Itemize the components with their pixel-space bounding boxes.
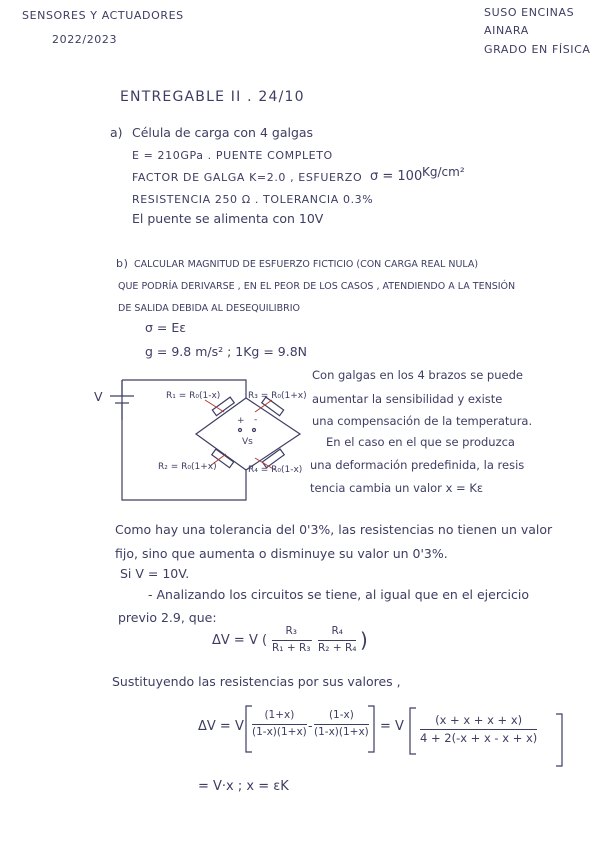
eq2-lhs: ΔV = V bbox=[198, 719, 244, 734]
stress-value: σ = 100 bbox=[370, 169, 423, 184]
eq1-minus: - bbox=[308, 632, 313, 647]
eq1-f2-numerator: R₄ bbox=[331, 625, 343, 637]
eq1-f2-denominator: R₂ + R₄ bbox=[318, 641, 357, 654]
stress-units: Kg/cm² bbox=[422, 165, 465, 179]
analysis-line-1: - Analizando los circuitos se tiene, al igual que en el ejercicio bbox=[148, 587, 530, 602]
part-a-line-2: E = 210GPa . PUENTE COMPLETO bbox=[132, 149, 333, 162]
part-a-line-3: FACTOR DE GALGA K=2.0 , ESFUERZO bbox=[132, 171, 363, 184]
eq1-close: ) bbox=[360, 628, 368, 652]
course-name: SENSORES Y ACTUADORES bbox=[22, 9, 184, 22]
formula-stress: σ = Eε bbox=[145, 320, 186, 335]
degree-name: GRADO EN FÍSICA bbox=[484, 43, 591, 56]
eq1-f1-denominator: R₁ + R₃ bbox=[272, 641, 311, 654]
part-a-line-1: Célula de carga con 4 galgas bbox=[132, 125, 314, 140]
r2-label: R₂ = R₀(1+x) bbox=[158, 462, 217, 472]
eq2-f1-numerator: (1+x) bbox=[264, 709, 295, 721]
fraction-bar bbox=[314, 724, 369, 725]
fraction-bar bbox=[420, 729, 537, 730]
analysis-line-2: previo 2.9, que: bbox=[118, 610, 217, 625]
source-voltage-label: V bbox=[94, 389, 103, 404]
explanation-line-1: Con galgas en los 4 brazos se puede bbox=[312, 368, 523, 382]
part-b-line-3: DE SALIDA DEBIDA AL DESEQUILIBRIO bbox=[118, 303, 300, 314]
voltage-statement: Si V = 10V. bbox=[120, 566, 190, 581]
part-b-line-2: QUE PODRÍA DERIVARSE , EN EL PEOR DE LOS CASOS , ATENDIENDO A LA TENSIÓN bbox=[118, 281, 516, 292]
plus-terminal: + bbox=[237, 416, 245, 426]
vs-label: Vs bbox=[242, 437, 253, 447]
final-result: = V·x ; x = εK bbox=[198, 779, 289, 794]
academic-year: 2022/2023 bbox=[52, 33, 118, 46]
explanation-line-3: una compensación de la temperatura. bbox=[312, 414, 533, 428]
author-line-2: AINARA bbox=[484, 24, 529, 37]
explanation-line-6: tencia cambia un valor x = Kε bbox=[310, 481, 484, 495]
tolerance-line-2: fijo, sino que aumenta o disminuye su valor un 0'3%. bbox=[115, 546, 448, 561]
eq2-minus: - bbox=[308, 718, 313, 733]
explanation-line-4: En el caso en el que se produzca bbox=[326, 435, 515, 449]
part-b-line-1: CALCULAR MAGNITUD DE ESFUERZO FICTICIO (CON CARGA REAL NULA) bbox=[134, 259, 479, 270]
eq2-f1-denominator: (1-x)(1+x) bbox=[252, 725, 307, 738]
substitution-line: Sustituyendo las resistencias por sus valores , bbox=[112, 674, 401, 689]
eq2-f2-denominator: (1-x)(1+x) bbox=[314, 725, 369, 738]
eq2-f2-numerator: (1-x) bbox=[328, 709, 354, 721]
part-a-line-5: El puente se alimenta con 10V bbox=[132, 211, 324, 226]
eq2-fraction-3 bbox=[420, 714, 537, 744]
r1-label: R₁ = R₀(1-x) bbox=[166, 391, 221, 401]
formula-gravity: g = 9.8 m/s² ; 1Kg = 9.8N bbox=[145, 344, 308, 359]
tolerance-line-1: Como hay una tolerancia del 0'3%, las resistencias no tienen un valor bbox=[115, 522, 553, 537]
eq2-fraction-2 bbox=[314, 710, 369, 738]
eq1-lhs: ΔV = V ( bbox=[212, 633, 268, 648]
page-title: ENTREGABLE II . 24/10 bbox=[120, 89, 305, 105]
eq2-equals: = V bbox=[380, 719, 404, 734]
part-a-line-4: RESISTENCIA 250 Ω . TOLERANCIA 0.3% bbox=[132, 193, 374, 206]
eq1-f1-numerator: R₃ bbox=[285, 625, 297, 637]
part-b-label: b) bbox=[116, 257, 129, 270]
eq2-fraction-1 bbox=[252, 710, 307, 738]
r4-label: R₄ = R₀(1-x) bbox=[248, 465, 303, 475]
explanation-line-5: una deformación predefinida, la resis bbox=[310, 458, 525, 472]
r3-label: R₃ = R₀(1+x) bbox=[248, 391, 307, 401]
eq2-f3-numerator: (x + x + x + x) bbox=[435, 713, 523, 727]
eq2-f3-denominator: 4 + 2(-x + x - x + x) bbox=[420, 730, 538, 745]
explanation-line-2: aumentar la sensibilidad y existe bbox=[312, 392, 503, 406]
part-a-label: a) bbox=[110, 125, 123, 140]
author-line-1: SUSO ENCINAS bbox=[484, 6, 575, 19]
fraction-bar bbox=[252, 724, 307, 725]
minus-terminal: - bbox=[254, 415, 258, 425]
